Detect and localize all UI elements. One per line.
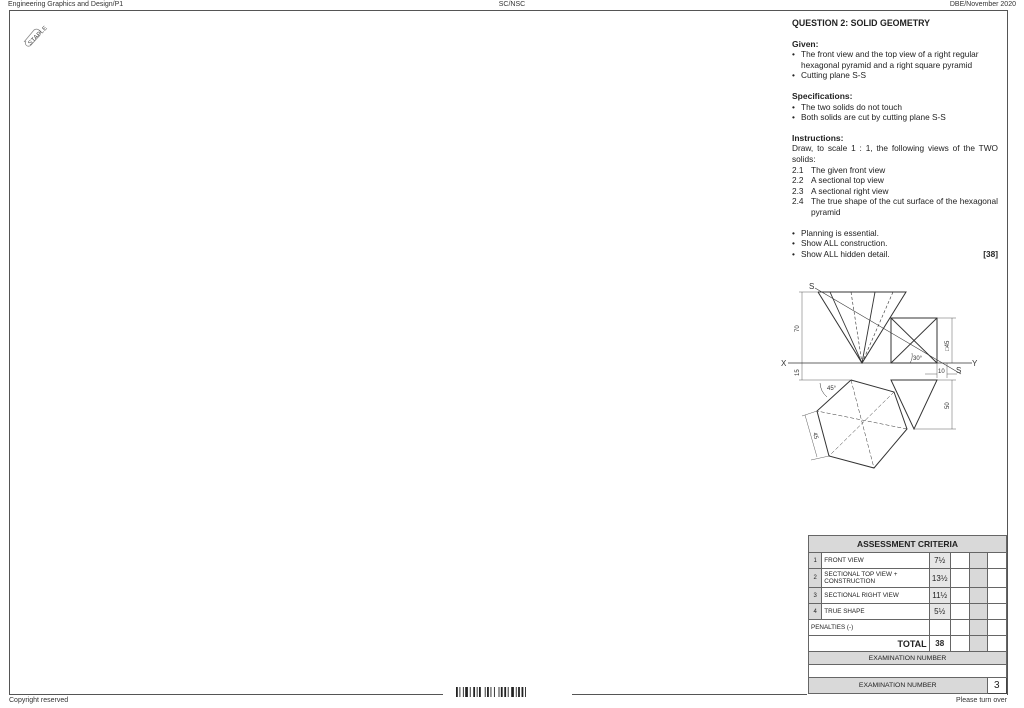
extension-line [802, 411, 817, 416]
specification-item: • The two solids do not touch [792, 102, 998, 113]
header-subject: Engineering Graphics and Design/P1 [8, 1, 124, 8]
barcode-bar [491, 687, 492, 697]
dim-45-square-label: □45 [945, 340, 951, 351]
instructions-list [792, 165, 998, 218]
specification-item: • Both solids are cut by cutting plane S-S [792, 112, 998, 123]
angle-arc-45 [820, 383, 827, 397]
barcode-bar [511, 687, 514, 697]
row-label: TRUE SHAPE [822, 604, 929, 620]
barcode-bar [456, 687, 458, 697]
table-row [809, 553, 1007, 569]
instruction-number: 2.4 [792, 196, 804, 207]
note-item: • Show ALL construction. [792, 238, 998, 249]
dim-30deg-label: 30° [913, 356, 923, 362]
instruction-text: A sectional right view [811, 185, 889, 196]
mark-cell[interactable] [970, 553, 987, 569]
note-item: • Planning is essential. [792, 228, 998, 239]
row-marks: 11½ [929, 588, 950, 604]
question-title: QUESTION 2: SOLID GEOMETRY [792, 18, 930, 28]
mark-cell[interactable] [987, 569, 1006, 588]
dim-45-label: 45 [811, 431, 819, 440]
mark-cell[interactable] [950, 588, 969, 604]
mark-cell[interactable] [970, 588, 987, 604]
row-label: SECTIONAL TOP VIEW + CONSTRUCTION [822, 569, 929, 588]
total-value: 38 [929, 636, 950, 652]
mark-cell[interactable] [987, 636, 1006, 652]
given-item: • Cutting plane S-S [792, 70, 998, 81]
page-number: 3 [987, 678, 1006, 694]
mark-cell[interactable] [970, 636, 987, 652]
instruction-text: A sectional top view [811, 175, 884, 186]
frame-bottom-line-left [9, 694, 443, 695]
instruction-item [792, 196, 998, 217]
barcode-bar [487, 687, 489, 697]
cutting-plane-label-top: S [809, 282, 815, 291]
row-marks: 7½ [929, 553, 950, 569]
barcode-bar [501, 687, 503, 697]
dim-15-label: 15 [795, 369, 801, 376]
row-marks: 5½ [929, 604, 950, 620]
penalties-marks[interactable] [929, 620, 950, 636]
mark-cell[interactable] [987, 553, 1006, 569]
instructions-heading: Instructions: [792, 132, 844, 143]
specifications-heading: Specifications: [792, 90, 853, 101]
hex-pyramid-front-hidden-edge [862, 292, 893, 363]
barcode-bar [522, 687, 524, 697]
assessment-criteria-table [808, 535, 1007, 694]
hex-pyramid-top-hidden-edges [817, 380, 907, 468]
mark-cell[interactable] [950, 620, 969, 636]
barcode-bar [463, 687, 464, 697]
specifications-list [792, 102, 998, 123]
dim-70-label: 70 [795, 325, 801, 332]
mark-cell[interactable] [970, 620, 987, 636]
barcode-bar [508, 687, 509, 697]
angle-arc-30 [910, 353, 912, 363]
instruction-item [792, 165, 998, 176]
dim-50-label: 50 [945, 402, 951, 409]
barcode-bar [516, 687, 517, 697]
solid-geometry-drawing [775, 275, 995, 475]
total-row [809, 636, 1007, 652]
instruction-number: 2.3 [792, 185, 804, 196]
instruction-text: The given front view [811, 164, 886, 175]
hex-pyramid-front-hidden-edge [851, 292, 862, 363]
penalties-row [809, 620, 1007, 636]
header-date: DBE/November 2020 [949, 1, 1016, 8]
footer-copyright: Copyright reserved [9, 697, 69, 704]
row-index: 4 [809, 604, 822, 620]
exam-number-label-footer: EXAMINATION NUMBER [809, 678, 988, 694]
row-index: 1 [809, 553, 822, 569]
penalties-label: PENALTIES (-) [809, 620, 930, 636]
instruction-item [792, 175, 998, 186]
mark-cell[interactable] [987, 620, 1006, 636]
hex-pyramid-top-outline [817, 380, 907, 468]
row-label: FRONT VIEW [822, 553, 929, 569]
footer-turn-over: Please turn over [956, 697, 1007, 704]
x-label: X [781, 359, 787, 368]
staple-label: STAPLE [27, 25, 49, 47]
cutting-plane-label-bottom: S [956, 366, 962, 375]
row-label: SECTIONAL RIGHT VIEW [822, 588, 929, 604]
dim-10-label: 10 [938, 369, 945, 375]
mark-cell[interactable] [950, 636, 969, 652]
barcode-bar [504, 687, 506, 697]
instructions-intro: Draw, to scale 1 : 1, the following views of the TWO solids: [792, 143, 998, 164]
extension-line [811, 456, 829, 460]
mark-cell[interactable] [987, 604, 1006, 620]
note-text: • Show ALL hidden detail. [801, 248, 890, 259]
given-item: • The front view and the top view of a right regular hexagonal pyramid and a right square pyramid [792, 49, 998, 70]
barcode-bar [470, 687, 471, 697]
frame-bottom-line-right [572, 694, 807, 695]
table-row [809, 588, 1007, 604]
mark-cell[interactable] [987, 588, 1006, 604]
barcode-bar [459, 687, 460, 697]
exam-number-label: EXAMINATION NUMBER [809, 652, 1007, 665]
row-index: 2 [809, 569, 822, 588]
cutting-plane-line [815, 288, 961, 374]
instruction-item [792, 186, 998, 197]
assessment-title: ASSESSMENT CRITERIA [809, 536, 1007, 553]
row-marks: 13½ [929, 569, 950, 588]
hex-pyramid-front-edge [830, 292, 862, 363]
mark-cell[interactable] [950, 604, 969, 620]
mark-cell[interactable] [970, 604, 987, 620]
hex-pyramid-front-outline [818, 292, 906, 363]
barcode-icon [456, 687, 560, 701]
header-code: SC/NSC [498, 1, 526, 8]
question-panel [792, 18, 998, 259]
barcode-bar [477, 687, 478, 697]
row-index: 3 [809, 588, 822, 604]
dim-45deg-label: 45° [827, 386, 837, 392]
barcode-bar [465, 687, 468, 697]
table-row [809, 604, 1007, 620]
given-list [792, 49, 998, 81]
mark-cell[interactable] [950, 569, 969, 588]
instruction-number: 2.1 [792, 164, 804, 175]
question-marks: [38] [983, 248, 998, 259]
barcode-bar [485, 687, 486, 697]
barcode-bar [479, 687, 481, 697]
barcode-bar [518, 687, 520, 697]
notes-list [792, 228, 998, 260]
note-item [792, 249, 998, 260]
exam-number-input[interactable] [809, 665, 1007, 678]
mark-cell[interactable] [950, 553, 969, 569]
barcode-bar [525, 687, 526, 697]
barcode-bar [494, 687, 495, 697]
instruction-number: 2.2 [792, 175, 804, 186]
barcode-bar [499, 687, 500, 697]
table-row [809, 569, 1007, 588]
barcode-bar [473, 687, 475, 697]
total-label: TOTAL [809, 636, 930, 652]
instruction-text: The true shape of the cut surface of the hexagonal pyramid [811, 196, 998, 217]
y-label: Y [972, 359, 978, 368]
mark-cell[interactable] [970, 569, 987, 588]
given-heading: Given: [792, 38, 819, 49]
